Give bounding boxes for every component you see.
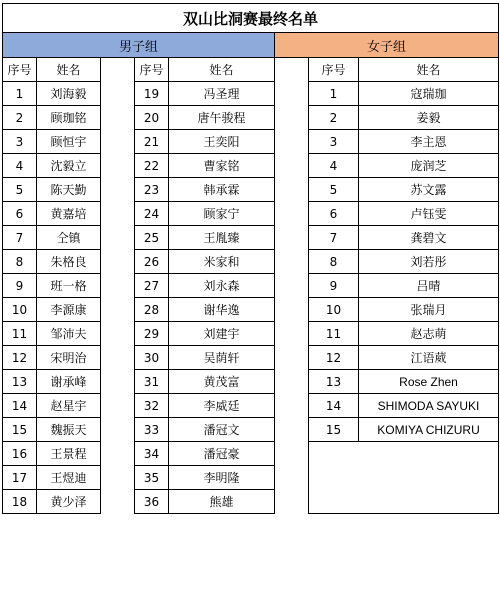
- male-name: 顾珈铭: [37, 106, 101, 130]
- male-name: 米家和: [169, 250, 275, 274]
- column-gap: [275, 202, 309, 226]
- table-row: [3, 418, 499, 442]
- female-group-header: 女子组: [275, 33, 499, 58]
- table-row: [3, 226, 499, 250]
- column-gap: [101, 178, 135, 202]
- male-name: 冯圣理: [169, 82, 275, 106]
- male-name: 陈天勤: [37, 178, 101, 202]
- male-name: 顾恒宇: [37, 130, 101, 154]
- female-number: 13: [309, 370, 359, 394]
- column-gap: [275, 58, 309, 82]
- female-number: 5: [309, 178, 359, 202]
- table-row: [3, 298, 499, 322]
- male-name: 仝镇: [37, 226, 101, 250]
- male-name: 刘海毅: [37, 82, 101, 106]
- column-gap: [101, 322, 135, 346]
- column-gap: [101, 154, 135, 178]
- female-name: 苏文露: [359, 178, 499, 202]
- column-gap: [101, 442, 135, 466]
- column-gap: [101, 418, 135, 442]
- male-col1-num-header: 序号: [3, 58, 37, 82]
- column-gap: [101, 394, 135, 418]
- male-number: 23: [135, 178, 169, 202]
- empty-cell: [309, 490, 359, 514]
- column-gap: [101, 130, 135, 154]
- male-name: 朱格良: [37, 250, 101, 274]
- column-gap: [275, 130, 309, 154]
- female-name: SHIMODA SAYUKI: [359, 394, 499, 418]
- male-number: 20: [135, 106, 169, 130]
- male-col2-num-header: 序号: [135, 58, 169, 82]
- male-name: 李源康: [37, 298, 101, 322]
- male-name: 谢华逸: [169, 298, 275, 322]
- female-number: 14: [309, 394, 359, 418]
- male-number: 35: [135, 466, 169, 490]
- male-name: 沈毅立: [37, 154, 101, 178]
- male-number: 31: [135, 370, 169, 394]
- male-name: 赵星宇: [37, 394, 101, 418]
- male-name: 李威廷: [169, 394, 275, 418]
- male-name: 黄嘉培: [37, 202, 101, 226]
- female-name: 赵志萌: [359, 322, 499, 346]
- female-number: 6: [309, 202, 359, 226]
- male-number: 12: [3, 346, 37, 370]
- table-row: [3, 250, 499, 274]
- male-name: 王景程: [37, 442, 101, 466]
- column-gap: [101, 346, 135, 370]
- female-number: 3: [309, 130, 359, 154]
- column-gap: [101, 490, 135, 514]
- column-gap: [275, 346, 309, 370]
- male-number: 13: [3, 370, 37, 394]
- male-name: 魏振天: [37, 418, 101, 442]
- empty-cell: [359, 442, 499, 466]
- page-title: 双山比洞赛最终名单: [3, 4, 499, 33]
- male-number: 24: [135, 202, 169, 226]
- column-gap: [275, 226, 309, 250]
- table-row: [3, 130, 499, 154]
- male-number: 28: [135, 298, 169, 322]
- male-name: 潘冠文: [169, 418, 275, 442]
- female-number: 1: [309, 82, 359, 106]
- male-name: 邹沛夫: [37, 322, 101, 346]
- roster-sheet: [2, 3, 498, 514]
- female-number: 10: [309, 298, 359, 322]
- male-number: 19: [135, 82, 169, 106]
- female-name: 卢钰雯: [359, 202, 499, 226]
- male-number: 21: [135, 130, 169, 154]
- column-gap: [275, 178, 309, 202]
- female-name: 李主恩: [359, 130, 499, 154]
- male-name: 吴荫轩: [169, 346, 275, 370]
- table-row: [3, 322, 499, 346]
- male-number: 33: [135, 418, 169, 442]
- column-gap: [275, 394, 309, 418]
- column-gap: [275, 274, 309, 298]
- male-number: 3: [3, 130, 37, 154]
- column-gap: [101, 82, 135, 106]
- empty-cell: [359, 466, 499, 490]
- male-col1-name-header: 姓名: [37, 58, 101, 82]
- male-name: 顾家宁: [169, 202, 275, 226]
- column-gap: [101, 250, 135, 274]
- male-group-header: 男子组: [3, 33, 275, 58]
- table-row: [3, 490, 499, 514]
- male-name: 谢承峰: [37, 370, 101, 394]
- male-number: 32: [135, 394, 169, 418]
- male-col2-name-header: 姓名: [169, 58, 275, 82]
- female-number: 9: [309, 274, 359, 298]
- male-name: 王胤臻: [169, 226, 275, 250]
- female-name: 吕晴: [359, 274, 499, 298]
- male-name: 李明隆: [169, 466, 275, 490]
- column-gap: [275, 322, 309, 346]
- female-number: 15: [309, 418, 359, 442]
- table-row: [3, 394, 499, 418]
- female-name: 江语葳: [359, 346, 499, 370]
- male-name: 王奕阳: [169, 130, 275, 154]
- male-number: 25: [135, 226, 169, 250]
- male-name: 宋明治: [37, 346, 101, 370]
- table-row: [3, 106, 499, 130]
- male-name: 黄茂富: [169, 370, 275, 394]
- male-name: 王煜迪: [37, 466, 101, 490]
- column-gap: [275, 298, 309, 322]
- female-name: 张瑞月: [359, 298, 499, 322]
- column-gap: [101, 370, 135, 394]
- male-name: 刘永森: [169, 274, 275, 298]
- male-number: 30: [135, 346, 169, 370]
- male-number: 10: [3, 298, 37, 322]
- table-row: [3, 82, 499, 106]
- column-gap: [275, 154, 309, 178]
- table-row: [3, 202, 499, 226]
- column-gap: [275, 442, 309, 466]
- female-number: 8: [309, 250, 359, 274]
- column-gap: [275, 250, 309, 274]
- male-number: 11: [3, 322, 37, 346]
- male-number: 2: [3, 106, 37, 130]
- male-number: 15: [3, 418, 37, 442]
- column-gap: [101, 202, 135, 226]
- male-number: 34: [135, 442, 169, 466]
- empty-cell: [309, 466, 359, 490]
- empty-cell: [359, 490, 499, 514]
- male-name: 黄少泽: [37, 490, 101, 514]
- male-number: 5: [3, 178, 37, 202]
- column-gap: [101, 298, 135, 322]
- male-name: 刘建宇: [169, 322, 275, 346]
- table-row: [3, 274, 499, 298]
- female-name: Rose Zhen: [359, 370, 499, 394]
- female-number: 4: [309, 154, 359, 178]
- column-gap: [101, 106, 135, 130]
- female-number: 2: [309, 106, 359, 130]
- column-gap: [101, 226, 135, 250]
- male-name: 韩承霖: [169, 178, 275, 202]
- female-name: 寇瑞珈: [359, 82, 499, 106]
- table-row: [3, 466, 499, 490]
- male-number: 8: [3, 250, 37, 274]
- column-gap: [275, 106, 309, 130]
- male-number: 27: [135, 274, 169, 298]
- male-number: 29: [135, 322, 169, 346]
- male-number: 16: [3, 442, 37, 466]
- table-row: [3, 154, 499, 178]
- female-name: 庞润芝: [359, 154, 499, 178]
- female-name: 姜毅: [359, 106, 499, 130]
- table-row: [3, 370, 499, 394]
- male-number: 26: [135, 250, 169, 274]
- table-row: [3, 442, 499, 466]
- male-number: 36: [135, 490, 169, 514]
- female-number: 11: [309, 322, 359, 346]
- male-name: 潘冠豪: [169, 442, 275, 466]
- roster-table: [2, 3, 499, 514]
- male-number: 17: [3, 466, 37, 490]
- column-gap: [275, 82, 309, 106]
- female-name-header: 姓名: [359, 58, 499, 82]
- column-gap: [101, 58, 135, 82]
- male-number: 14: [3, 394, 37, 418]
- column-gap: [275, 466, 309, 490]
- male-number: 9: [3, 274, 37, 298]
- female-num-header: 序号: [309, 58, 359, 82]
- table-row: [3, 178, 499, 202]
- column-gap: [275, 418, 309, 442]
- male-name: 曹家铭: [169, 154, 275, 178]
- male-number: 1: [3, 82, 37, 106]
- male-number: 7: [3, 226, 37, 250]
- female-number: 12: [309, 346, 359, 370]
- table-row: [3, 346, 499, 370]
- empty-cell: [309, 442, 359, 466]
- male-number: 4: [3, 154, 37, 178]
- column-gap: [101, 466, 135, 490]
- female-name: 龚碧文: [359, 226, 499, 250]
- male-number: 18: [3, 490, 37, 514]
- male-number: 22: [135, 154, 169, 178]
- male-name: 唐午骏程: [169, 106, 275, 130]
- male-number: 6: [3, 202, 37, 226]
- female-name: KOMIYA CHIZURU: [359, 418, 499, 442]
- column-gap: [275, 370, 309, 394]
- female-number: 7: [309, 226, 359, 250]
- female-name: 刘若彤: [359, 250, 499, 274]
- column-gap: [275, 490, 309, 514]
- male-name: 班一格: [37, 274, 101, 298]
- column-gap: [101, 274, 135, 298]
- male-name: 熊雄: [169, 490, 275, 514]
